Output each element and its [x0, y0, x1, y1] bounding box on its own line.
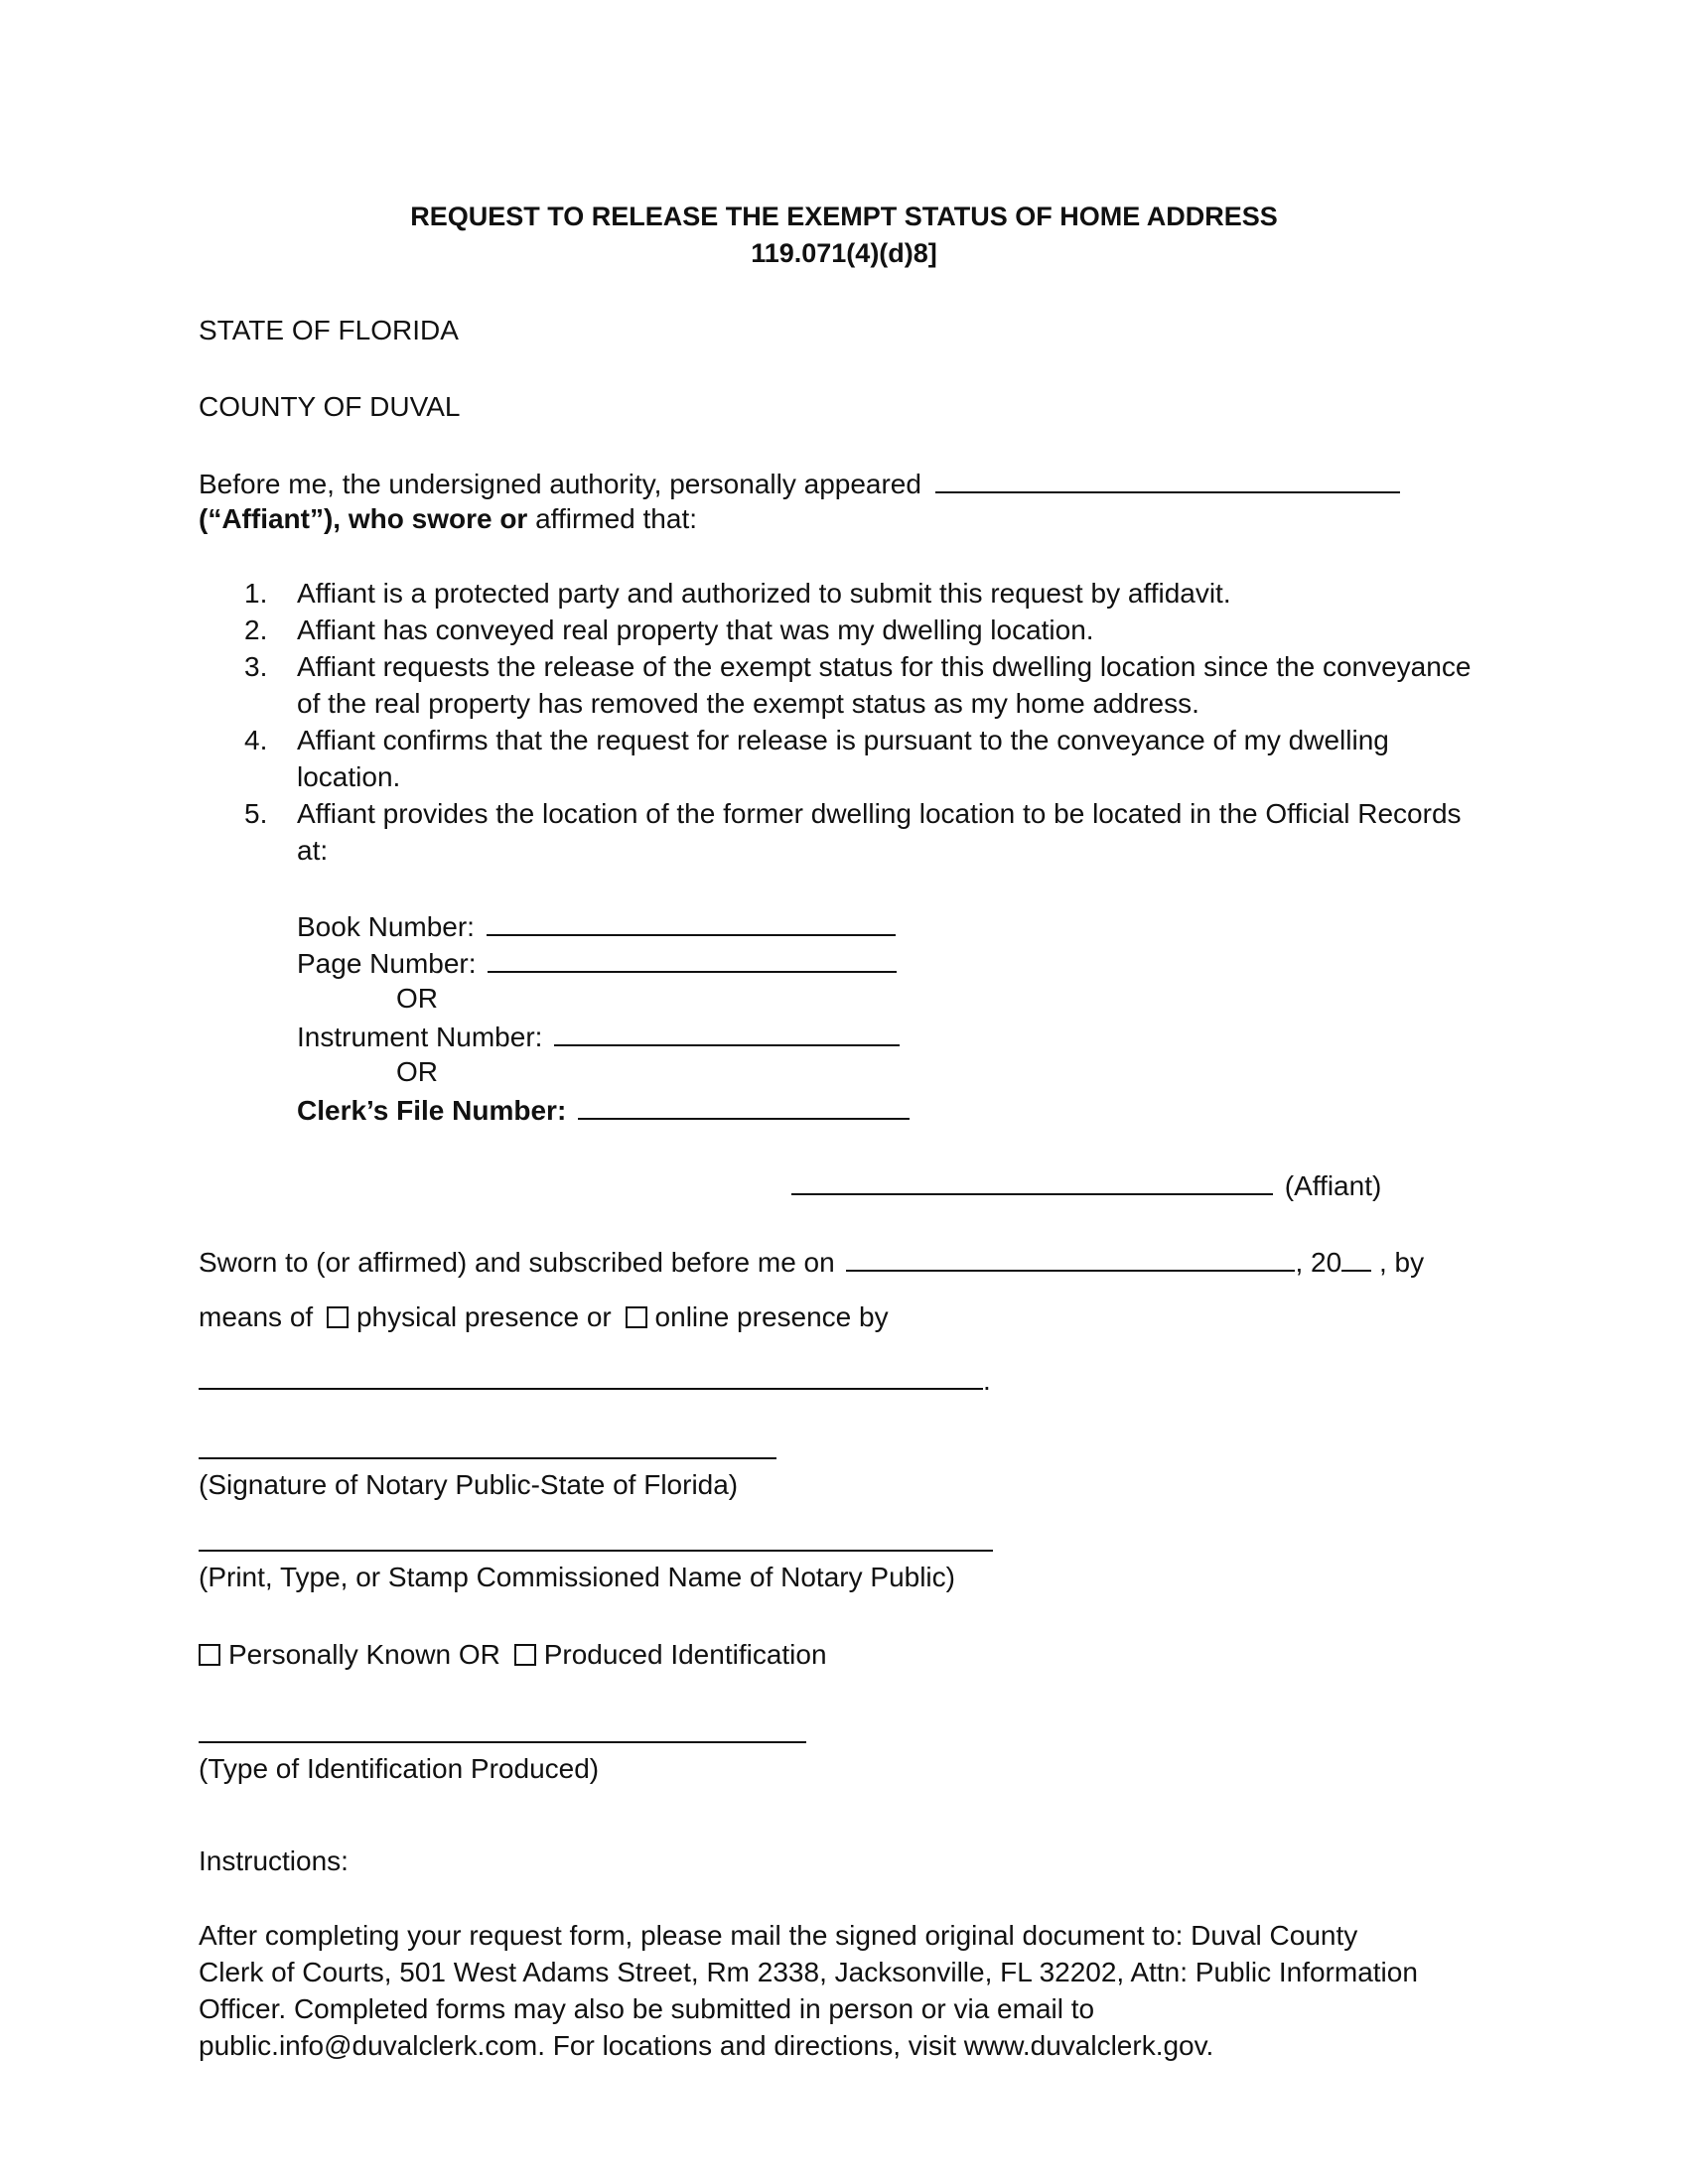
or-separator-1: OR: [396, 983, 438, 1014]
instrument-number-field[interactable]: [554, 1017, 900, 1046]
sworn-date-field[interactable]: [846, 1242, 1295, 1272]
statement-text: Affiant is a protected party and authorized to submit this request by affidavit.: [297, 578, 1231, 609]
statement-number: 4.: [244, 725, 268, 755]
notary-signature-field[interactable]: [199, 1430, 776, 1459]
statement-text: Affiant requests the release of the exempt status for this dwelling location since the conveyance of the real property has removed the exempt status as my home address.: [297, 651, 1472, 719]
affiant-signature-row: [791, 1165, 1381, 1204]
sworn-year-field[interactable]: [1341, 1242, 1371, 1272]
notary-signature-row: [199, 1430, 776, 1468]
statute-reference: 119.071(4)(d)8]: [751, 238, 937, 268]
form-title: REQUEST TO RELEASE THE EXEMPT STATUS OF HOME ADDRESS: [410, 202, 1278, 231]
online-presence-label: online presence by: [654, 1301, 889, 1332]
sworn-year-prefix: , 20: [1295, 1247, 1342, 1278]
affiant-name-field[interactable]: [935, 464, 1400, 493]
identification-row: [199, 1636, 827, 1673]
presence-by-period: .: [983, 1365, 991, 1396]
produced-identification-label: Produced Identification: [543, 1639, 827, 1670]
instructions-line-4: public.info@duvalclerk.com. For locations and directions, visit www.duvalclerk.gov.: [199, 2030, 1214, 2061]
statement-number: 5.: [244, 798, 268, 829]
page-number-label: Page Number:: [297, 948, 477, 979]
id-type-label: (Type of Identification Produced): [199, 1753, 600, 1784]
personally-known-label: Personally Known OR: [228, 1639, 500, 1670]
notary-name-label: (Print, Type, or Stamp Commissioned Name of Notary Public): [199, 1562, 955, 1592]
statement-text: Affiant has conveyed real property that was my dwelling location.: [297, 614, 1094, 645]
affiant-rest-text: affirmed that:: [527, 503, 698, 534]
page-number-field[interactable]: [488, 943, 897, 973]
affiant-bold-text: (“Affiant”), who swore or: [199, 503, 528, 534]
affiant-clause: [199, 500, 697, 537]
instructions-line-2: Clerk of Courts, 501 West Adams Street, Rm 2338, Jacksonville, FL 32202, Attn: Public Information: [199, 1957, 1418, 1987]
instructions-heading: Instructions:: [199, 1845, 349, 1876]
intro-line: [199, 464, 1400, 502]
sworn-text: Sworn to (or affirmed) and subscribed before me on: [199, 1247, 835, 1278]
or-separator-2: OR: [396, 1056, 438, 1087]
book-number-label: Book Number:: [297, 911, 475, 942]
sworn-by-text: , by: [1371, 1247, 1425, 1278]
state-line: STATE OF FLORIDA: [199, 315, 459, 345]
page-number-row: [297, 943, 897, 982]
statement-number: 1.: [244, 578, 268, 609]
clerks-file-number-label: Clerk’s File Number:: [297, 1095, 567, 1126]
means-text: means of: [199, 1301, 314, 1332]
presence-by-field[interactable]: [199, 1360, 983, 1390]
instructions-line-1: After completing your request form, please mail the signed original document to: Duval County: [199, 1920, 1358, 1951]
notary-name-row: [199, 1522, 993, 1561]
clerks-file-number-field[interactable]: [578, 1090, 910, 1120]
book-number-field[interactable]: [487, 906, 896, 936]
instrument-number-label: Instrument Number:: [297, 1022, 543, 1052]
presence-by-row: [199, 1360, 991, 1399]
statement-number: 2.: [244, 614, 268, 645]
id-type-row: [199, 1713, 806, 1752]
affiant-signature-field[interactable]: [791, 1165, 1273, 1195]
book-number-row: [297, 906, 896, 945]
instructions-line-3: Officer. Completed forms may also be submitted in person or via email to: [199, 1993, 1095, 2024]
id-type-field[interactable]: [199, 1713, 806, 1743]
county-line: COUNTY OF DUVAL: [199, 391, 461, 422]
notary-signature-label: (Signature of Notary Public-State of Florida): [199, 1469, 739, 1500]
statement-text: Affiant confirms that the request for release is pursuant to the conveyance of my dwelling location.: [297, 725, 1389, 792]
statement-number: 3.: [244, 651, 268, 682]
affiant-signature-label: (Affiant): [1284, 1170, 1382, 1201]
personally-known-checkbox[interactable]: [199, 1644, 220, 1666]
means-line: [199, 1298, 889, 1335]
clerks-file-number-row: [297, 1090, 910, 1129]
online-presence-checkbox[interactable]: [626, 1306, 647, 1328]
physical-presence-checkbox[interactable]: [327, 1306, 349, 1328]
intro-text: Before me, the undersigned authority, personally appeared: [199, 469, 921, 499]
sworn-line: [199, 1242, 1424, 1281]
notary-name-field[interactable]: [199, 1522, 993, 1552]
statement-text: Affiant provides the location of the former dwelling location to be located in the Official Records at:: [297, 798, 1462, 866]
instrument-number-row: [297, 1017, 900, 1055]
physical-presence-label: physical presence or: [355, 1301, 612, 1332]
produced-identification-checkbox[interactable]: [514, 1644, 536, 1666]
